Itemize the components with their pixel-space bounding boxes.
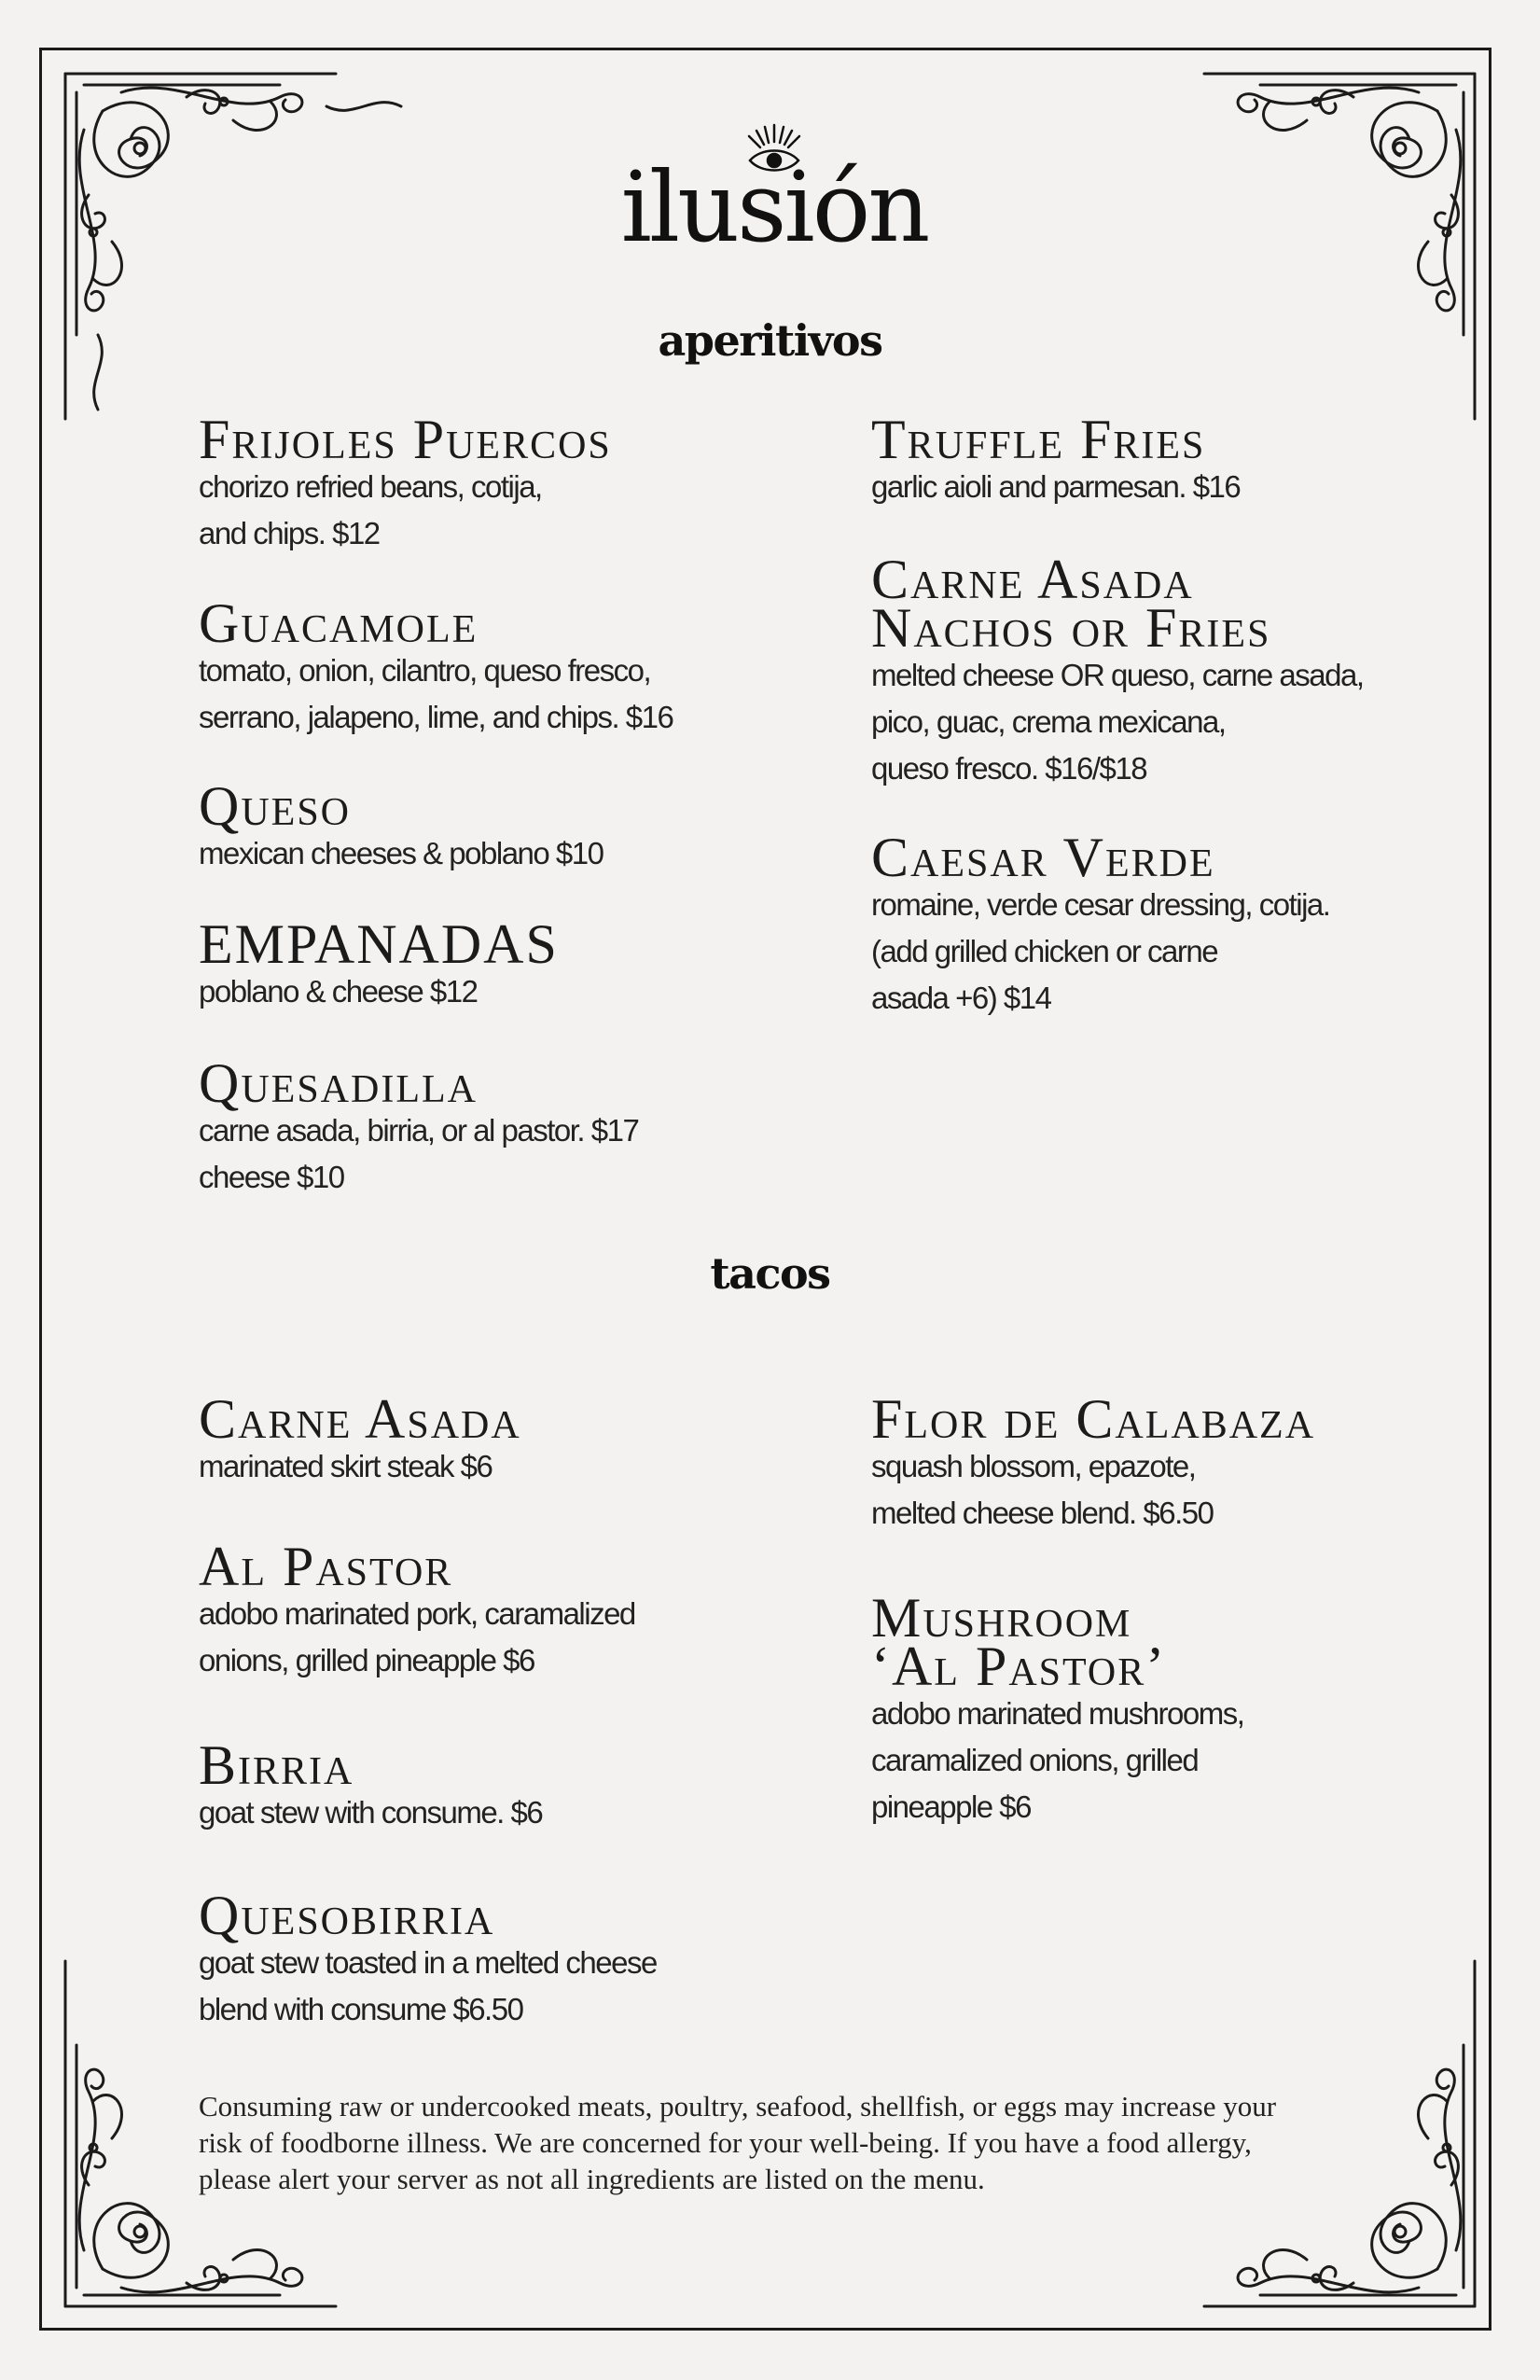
item-description: goat stew with consume. $6 [199,1795,543,1830]
item-description: marinated skirt steak $6 [199,1449,493,1483]
section-title-aperitivos: aperitivos [658,315,882,366]
item-description: adobo marinated pork, caramalized onions, grilled pineapple $6 [199,1596,635,1677]
item-name: Quesobirria [199,1885,495,1946]
menu-item [871,827,1468,1022]
menu-item [199,1052,796,1201]
corner-flourish-icon [1195,55,1493,428]
item-name: Truffle Fries [871,409,1206,470]
item-name: EMPANADAS [199,913,559,975]
item-name: Caesar Verde [871,827,1215,888]
menu-item [199,1388,796,1490]
menu-item [199,592,796,741]
item-description: mexican cheeses & poblano $10 [199,836,604,870]
restaurant-logo [597,121,951,264]
menu-item [199,1885,796,2033]
menu-item [199,913,796,1015]
corner-flourish-icon [47,55,345,428]
restaurant-name: ilusión [620,150,928,264]
menu-item [199,409,796,557]
item-description: garlic aioli and parmesan. $16 [871,469,1241,504]
item-name: Queso [199,775,352,837]
menu-item [871,1388,1468,1537]
item-description: tomato, onion, cilantro, queso fresco, serrano, jalapeno, lime, and chips. $16 [199,653,673,734]
menu-item [871,409,1468,510]
allergy-disclaimer: Consuming raw or undercooked meats, poultry, seafood, shellfish, or eggs may increase your risk of foodborne illness. We are concerned for your well-being. If you have a food allergy, please alert your server as not all ingredients are listed on the menu. [199,2090,1277,2195]
item-name: Birria [199,1734,354,1796]
item-name: Carne Asada Nachos or Fries [871,549,1271,659]
menu-item [199,775,796,877]
item-name: Carne Asada [199,1388,521,1450]
menu-item [871,549,1468,792]
item-name: Al Pastor [199,1536,453,1597]
item-name: Guacamole [199,592,479,654]
item-description: adobo marinated mushrooms, caramalized onions, grilled pineapple $6 [871,1696,1244,1824]
item-description: romaine, verde cesar dressing, cotija. (add grilled chicken or carne asada +6) $14 [871,887,1330,1015]
item-name: Quesadilla [199,1052,478,1114]
item-description: chorizo refried beans, cotija, and chips. $12 [199,469,542,550]
item-name: Frijoles Puercos [199,409,612,470]
section-title-tacos: tacos [710,1248,830,1299]
menu-item [199,1734,796,1836]
item-description: poblano & cheese $12 [199,974,478,1009]
item-name: Mushroom ‘Al Pastor’ [871,1587,1167,1697]
item-name: Flor de Calabaza [871,1388,1316,1450]
item-description: melted cheese OR queso, carne asada, pico, guac, crema mexicana, queso fresco. $16/$18 [871,658,1364,786]
item-description: carne asada, birria, or al pastor. $17 cheese $10 [199,1113,639,1194]
item-description: squash blossom, epazote, melted cheese blend. $6.50 [871,1449,1214,1530]
item-description: goat stew toasted in a melted cheese blend with consume $6.50 [199,1945,657,2026]
menu-item [199,1536,796,1684]
menu-item [871,1587,1468,1830]
